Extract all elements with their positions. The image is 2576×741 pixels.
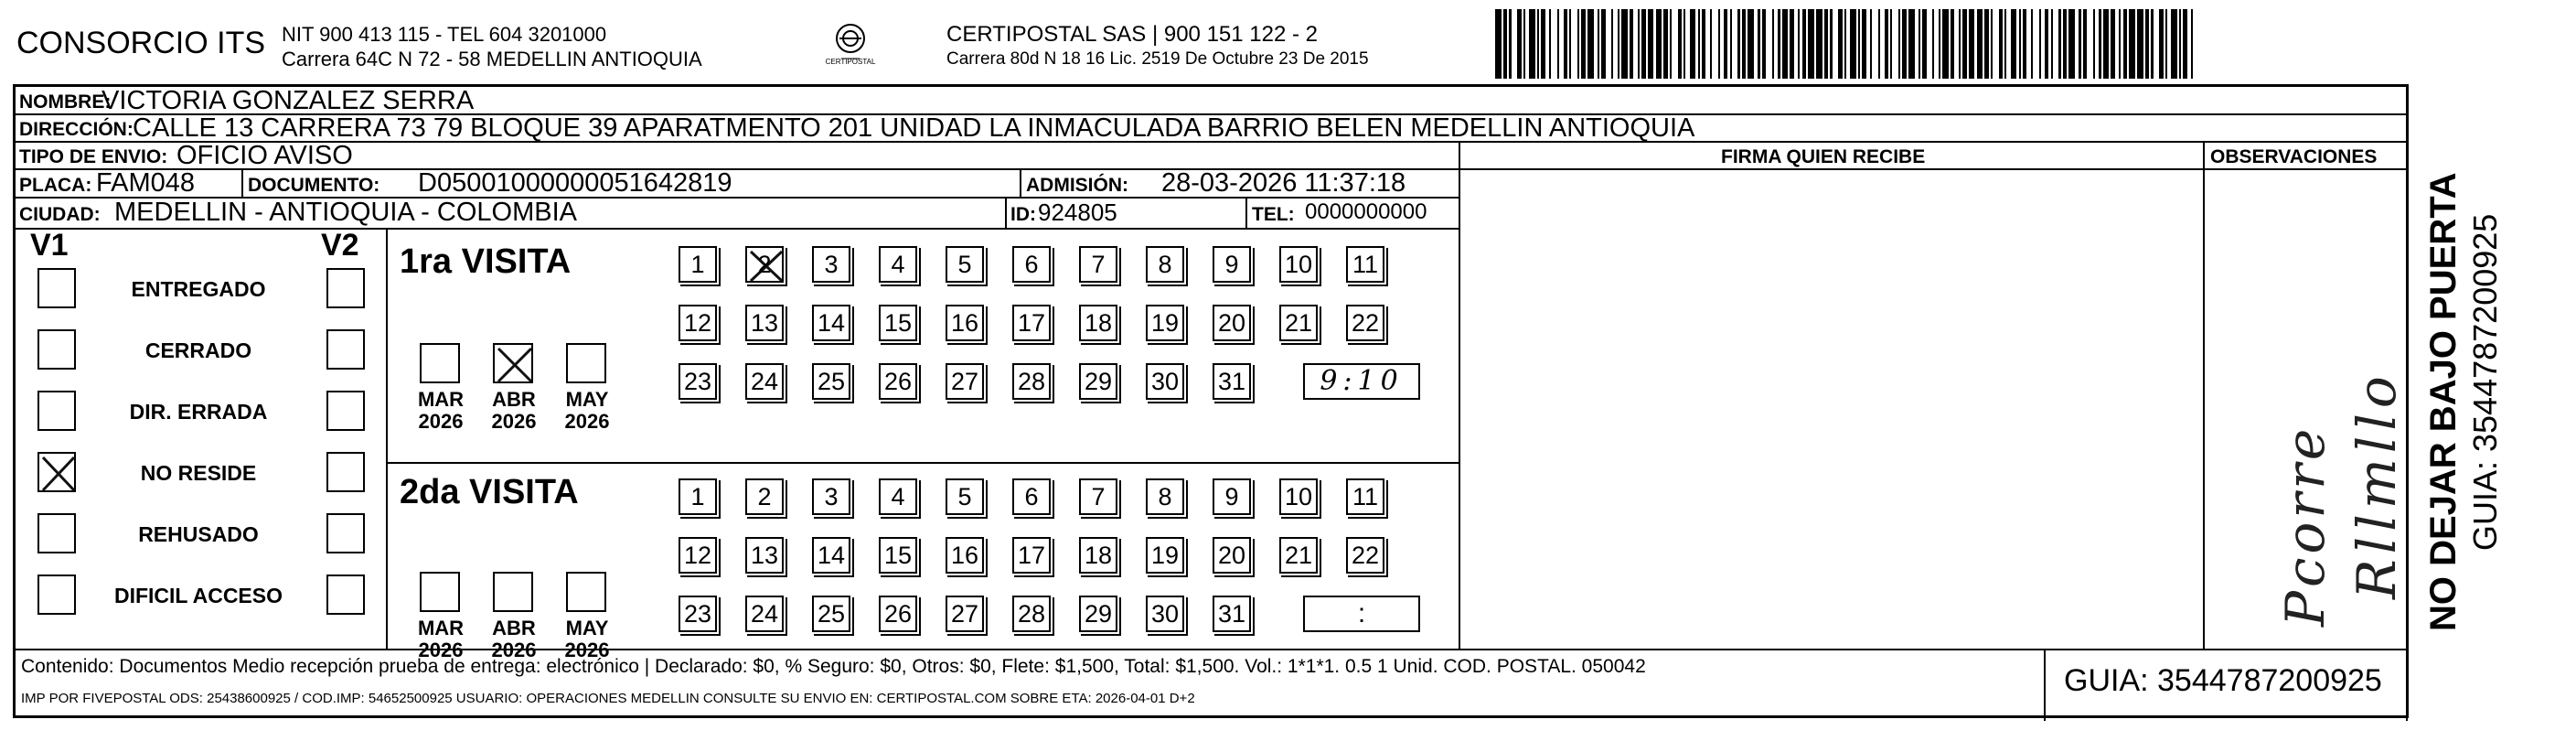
- day-box[interactable]: 19: [1146, 537, 1184, 574]
- day-box[interactable]: 12: [679, 537, 717, 574]
- day-box[interactable]: 7: [1079, 478, 1117, 515]
- company-info: [282, 22, 702, 71]
- day-box[interactable]: 29: [1079, 596, 1117, 632]
- tel-label: TEL:: [1252, 204, 1295, 225]
- barcode-bar: [1850, 9, 1856, 79]
- company-address: Carrera 64C N 72 - 58 MEDELLIN ANTIOQUIA: [282, 48, 702, 70]
- tel-value: 0000000000: [1305, 199, 1427, 224]
- admision: 28-03-2026 11:37:18: [1161, 168, 1406, 198]
- barcode-bar: [1648, 9, 1654, 79]
- day-box[interactable]: 1: [679, 478, 717, 515]
- barcode-bar: [1587, 9, 1594, 79]
- barcode-bar: [2011, 9, 2017, 79]
- barcode-bar: [2171, 9, 2177, 79]
- v2-label: V2: [321, 228, 359, 263]
- day-box[interactable]: 9: [1213, 246, 1251, 283]
- company-name: CONSORCIO ITS: [16, 26, 266, 60]
- visit2-title: 2da VISITA: [400, 473, 579, 511]
- barcode-bar: [1672, 9, 1678, 79]
- month-checkbox-mar[interactable]: [420, 343, 460, 383]
- day-box[interactable]: 18: [1079, 537, 1117, 574]
- nombre-label: NOMBRE:: [19, 91, 112, 113]
- day-box[interactable]: 22: [1346, 305, 1384, 341]
- v1-label: V1: [30, 228, 69, 263]
- day-box[interactable]: 7: [1079, 246, 1117, 283]
- footer-impresion: IMP POR FIVEPOSTAL ODS: 25438600925 / COD.IMP: 54652500925 USUARIO: OPERACIONES MEDELLIN CONSULTE SU ENVIO EN: CERTIPOSTAL.COM SOBRE ETA: 2026-04-01 D+2: [21, 691, 1195, 706]
- handwritten-observation-1: Pcorre: [2274, 424, 2336, 627]
- day-box[interactable]: 8: [1146, 478, 1184, 515]
- month-checkbox-abr[interactable]: [493, 572, 533, 612]
- month-label: MAR 2026: [417, 388, 465, 433]
- day-box[interactable]: 17: [1012, 305, 1051, 341]
- month-label: MAY 2026: [564, 388, 610, 433]
- barcode-bar: [1495, 9, 1502, 79]
- status-label: DIFICIL ACCESO: [113, 584, 283, 607]
- barcode-bar: [1908, 9, 1915, 79]
- barcode-bar: [1782, 9, 1789, 79]
- status-label: NO RESIDE: [140, 461, 257, 485]
- visit1-title: 1ra VISITA: [400, 242, 572, 281]
- day-box[interactable]: 20: [1213, 537, 1251, 574]
- status-label: ENTREGADO: [131, 277, 266, 301]
- day-box[interactable]: 23: [679, 363, 717, 400]
- day-box[interactable]: 28: [1012, 363, 1051, 400]
- day-box[interactable]: 17: [1012, 537, 1051, 574]
- day-box[interactable]: 9: [1213, 478, 1251, 515]
- day-box[interactable]: 31: [1213, 363, 1251, 400]
- day-box[interactable]: 5: [946, 246, 984, 283]
- recipient-name: VICTORIA GONZALEZ SERRA: [102, 86, 475, 115]
- id-label: ID:: [1010, 204, 1036, 225]
- day-box[interactable]: 10: [1279, 478, 1318, 515]
- tipo-envio: OFICIO AVISO: [176, 141, 353, 170]
- placa: FAM048: [96, 168, 195, 198]
- documento-label: DOCUMENTO:: [248, 175, 380, 196]
- day-box[interactable]: 16: [946, 537, 984, 574]
- day-box[interactable]: 12: [679, 305, 717, 341]
- barcode-bar: [1969, 9, 1975, 79]
- day-box[interactable]: 4: [879, 246, 917, 283]
- barcode-bar: [1833, 9, 1839, 79]
- barcode-bar: [1892, 9, 1898, 79]
- day-box[interactable]: 30: [1146, 596, 1184, 632]
- recipient-address: CALLE 13 CARRERA 73 79 BLOQUE 39 APARATMENTO 201 UNIDAD LA INMACULADA BARRIO BELEN MEDELLIN ANTIOQUIA: [133, 113, 1695, 143]
- barcode-bar: [1551, 9, 1557, 79]
- barcode-bar: [2137, 9, 2143, 79]
- day-box[interactable]: 27: [946, 363, 984, 400]
- barcode-bar: [1942, 9, 1949, 79]
- barcode-bar: [1872, 9, 1878, 79]
- barcode-bar: [1927, 9, 1933, 79]
- day-box[interactable]: 3: [812, 478, 850, 515]
- status-label: CERRADO: [144, 338, 252, 362]
- day-box[interactable]: 10: [1279, 246, 1318, 283]
- day-box[interactable]: 24: [745, 596, 784, 632]
- day-box[interactable]: 15: [879, 537, 917, 574]
- barcode-bar: [1766, 9, 1772, 79]
- certipostal-line2: Carrera 80d N 18 16 Lic. 2519 De Octubre 23 De 2015: [946, 49, 1369, 69]
- barcode-bar: [1529, 9, 1535, 79]
- certipostal-line1: CERTIPOSTAL SAS | 900 151 122 - 2: [946, 22, 1318, 47]
- day-box[interactable]: 3: [812, 246, 850, 283]
- certipostal-logo: [814, 20, 887, 71]
- day-box[interactable]: 30: [1146, 363, 1184, 400]
- barcode-bar: [1690, 9, 1696, 79]
- day-box[interactable]: 14: [812, 305, 850, 341]
- day-box[interactable]: 26: [879, 363, 917, 400]
- barcode-bar: [1606, 9, 1612, 79]
- barcode-bar: [1732, 9, 1738, 79]
- barcode-bar: [1712, 9, 1718, 79]
- status-label: DIR. ERRADA: [129, 400, 268, 424]
- placa-label: PLACA:: [19, 175, 92, 196]
- barcode: [1495, 9, 2199, 79]
- admision-label: ADMISIÓN:: [1026, 175, 1128, 196]
- day-box[interactable]: 6: [1012, 478, 1051, 515]
- day-box[interactable]: 29: [1079, 363, 1117, 400]
- barcode-bar: [2068, 9, 2075, 79]
- barcode-bar: [2154, 9, 2160, 79]
- day-box[interactable]: 11: [1346, 246, 1384, 283]
- check-mark-icon: [495, 345, 535, 385]
- day-box[interactable]: 1: [679, 246, 717, 283]
- day-box[interactable]: 31: [1213, 596, 1251, 632]
- day-box[interactable]: 8: [1146, 246, 1184, 283]
- day-box[interactable]: 25: [812, 363, 850, 400]
- time-field[interactable]: 9:10: [1303, 363, 1420, 400]
- month-checkbox-may[interactable]: [566, 572, 606, 612]
- footer-guia: GUIA: 3544787200925: [2064, 663, 2382, 698]
- day-box[interactable]: 25: [812, 596, 850, 632]
- time-field[interactable]: :: [1303, 596, 1420, 632]
- barcode-bar: [2193, 9, 2199, 79]
- status-label: REHUSADO: [138, 522, 259, 546]
- day-box[interactable]: 2: [745, 478, 784, 515]
- barcode-bar: [1993, 9, 1999, 79]
- day-box[interactable]: 14: [812, 537, 850, 574]
- side-guia: GUIA: 3544787200925: [2466, 213, 2504, 551]
- barcode-bar: [2129, 9, 2135, 79]
- barcode-bar: [1808, 9, 1814, 79]
- day-box[interactable]: 15: [879, 305, 917, 341]
- month-label: MAR 2026: [417, 617, 465, 661]
- barcode-bar: [1977, 9, 1983, 79]
- barcode-bar: [1748, 9, 1754, 79]
- barcode-bar: [2087, 9, 2093, 79]
- day-box[interactable]: 4: [879, 478, 917, 515]
- barcode-bar: [1621, 9, 1628, 79]
- logo-caption: CERTIPOSTAL: [825, 58, 876, 66]
- barcode-bar: [2103, 9, 2110, 79]
- day-box[interactable]: 26: [879, 596, 917, 632]
- barcode-bar: [1512, 9, 1518, 79]
- certipostal-info: [946, 22, 1369, 71]
- barcode-bar: [2053, 9, 2059, 79]
- no-dejar-bajo-puerta: NO DEJAR BAJO PUERTA: [2423, 172, 2464, 631]
- day-box[interactable]: 5: [946, 478, 984, 515]
- direccion-label: DIRECCIÓN:: [19, 119, 134, 140]
- day-box[interactable]: 11: [1346, 478, 1384, 515]
- day-box[interactable]: 24: [745, 363, 784, 400]
- day-box[interactable]: 21: [1279, 305, 1318, 341]
- day-box[interactable]: 13: [745, 537, 784, 574]
- day-box[interactable]: 20: [1213, 305, 1251, 341]
- month-checkbox-may[interactable]: [566, 343, 606, 383]
- day-box[interactable]: 22: [1346, 537, 1384, 574]
- month-checkbox-mar[interactable]: [420, 572, 460, 612]
- barcode-bar: [2033, 9, 2039, 79]
- id-value: 924805: [1038, 199, 1117, 226]
- certipostal-logo-icon: [814, 20, 887, 71]
- day-box[interactable]: 27: [946, 596, 984, 632]
- barcode-bar: [1656, 9, 1662, 79]
- month-checkbox-abr[interactable]: [493, 343, 533, 383]
- day-box[interactable]: 16: [946, 305, 984, 341]
- day-box[interactable]: 2: [745, 246, 784, 283]
- observaciones-label: OBSERVACIONES: [2210, 146, 2378, 167]
- handwritten-observation-2: Rllmllo: [2346, 370, 2408, 599]
- day-box[interactable]: 6: [1012, 246, 1051, 283]
- barcode-bar: [1571, 9, 1577, 79]
- day-box[interactable]: 13: [745, 305, 784, 341]
- month-label: MAY 2026: [564, 617, 610, 661]
- nit-line: NIT 900 413 115 - TEL 604 3201000: [282, 23, 607, 46]
- footer-contenido: Contenido: Documentos Medio recepción prueba de entrega: electrónico | Declarado: $0, % Seguro: $0, Otros: $0, Flete: $1,500, Total: $1,500. Vol.: 1*1*1. 0.5 1 Unid. COD. POSTAL. 050042: [21, 656, 1646, 677]
- tipo-envio-label: TIPO DE ENVIO:: [19, 146, 168, 167]
- day-box[interactable]: 19: [1146, 305, 1184, 341]
- barcode-bar: [1816, 9, 1822, 79]
- ciudad-label: CIUDAD:: [19, 204, 101, 225]
- delivery-form: [13, 84, 2409, 718]
- month-label: ABR 2026: [491, 617, 537, 661]
- month-label: ABR 2026: [491, 388, 537, 433]
- day-box[interactable]: 18: [1079, 305, 1117, 341]
- firma-label: FIRMA QUIEN RECIBE: [1721, 146, 1926, 167]
- day-box[interactable]: 23: [679, 596, 717, 632]
- ciudad: MEDELLIN - ANTIOQUIA - COLOMBIA: [114, 198, 577, 227]
- day-box[interactable]: 28: [1012, 596, 1051, 632]
- day-box[interactable]: 21: [1279, 537, 1318, 574]
- documento: D05001000000051642819: [418, 168, 732, 198]
